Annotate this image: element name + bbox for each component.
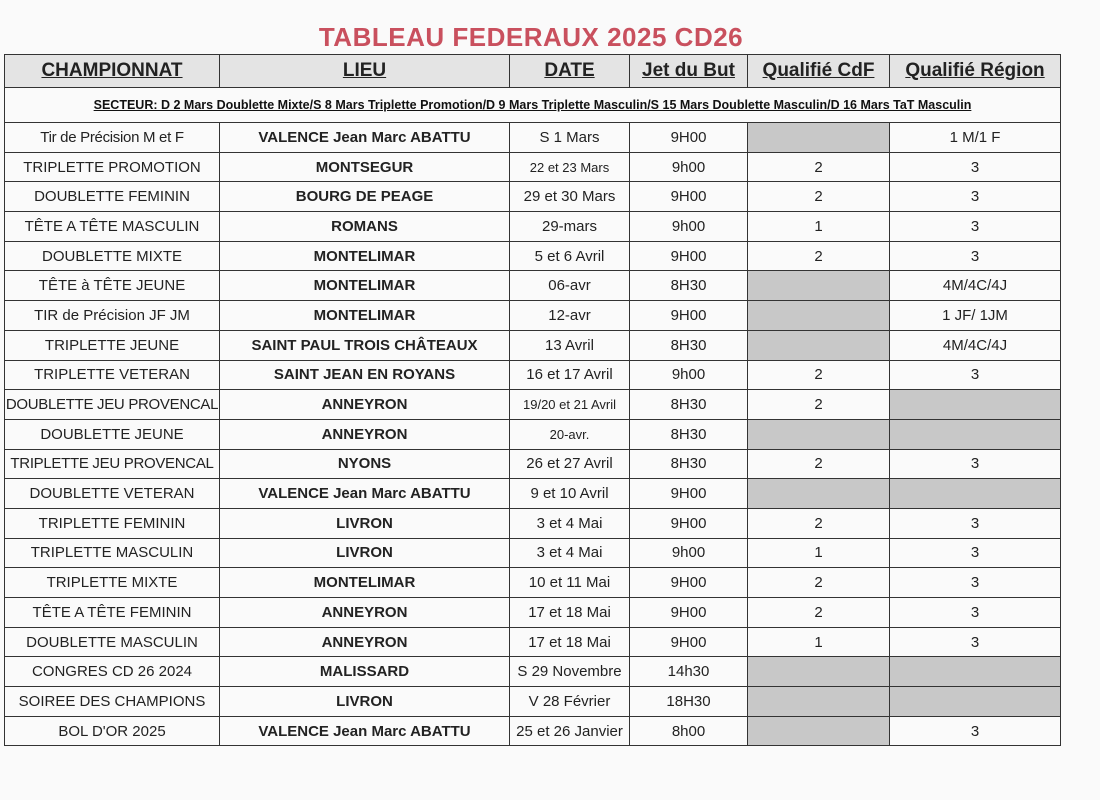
- table-row: [5, 182, 1061, 212]
- qualifie-region-cell: 3: [890, 598, 1061, 628]
- championnat-cell: TIR de Précision JF JM: [5, 301, 220, 331]
- lieu-cell: ANNEYRON: [220, 598, 510, 628]
- qualifie-cdf-cell: [748, 123, 890, 153]
- championnat-cell: TRIPLETTE FEMININ: [5, 508, 220, 538]
- jet-du-but-cell: 8H30: [630, 419, 748, 449]
- table-row: [5, 390, 1061, 420]
- qualifie-cdf-cell: 1: [748, 538, 890, 568]
- championnat-cell: DOUBLETTE JEUNE: [5, 419, 220, 449]
- qualifie-region-cell: 3: [890, 449, 1061, 479]
- qualifie-cdf-cell: [748, 419, 890, 449]
- lieu-cell: NYONS: [220, 449, 510, 479]
- table-row: [5, 123, 1061, 153]
- jet-du-but-cell: 9H00: [630, 241, 748, 271]
- qualifie-region-cell: 3: [890, 538, 1061, 568]
- date-cell: 25 et 26 Janvier: [510, 716, 630, 746]
- lieu-cell: MONTELIMAR: [220, 241, 510, 271]
- table-row: [5, 716, 1061, 746]
- table-row: [5, 598, 1061, 628]
- table-row: [5, 508, 1061, 538]
- table-row: [5, 301, 1061, 331]
- qualifie-region-cell: 1 JF/ 1JM: [890, 301, 1061, 331]
- table-row: [5, 330, 1061, 360]
- qualifie-region-cell: 3: [890, 182, 1061, 212]
- lieu-cell: ANNEYRON: [220, 419, 510, 449]
- jet-du-but-cell: 8h00: [630, 716, 748, 746]
- qualifie-cdf-cell: 2: [748, 568, 890, 598]
- page-title: TABLEAU FEDERAUX 2025 CD26: [318, 22, 744, 52]
- jet-du-but-cell: 9H00: [630, 598, 748, 628]
- qualifie-region-cell: 3: [890, 627, 1061, 657]
- date-cell: 17 et 18 Mai: [510, 627, 630, 657]
- championnat-cell: CONGRES CD 26 2024: [5, 657, 220, 687]
- qualifie-cdf-cell: 2: [748, 508, 890, 538]
- qualifie-region-cell: 1 M/1 F: [890, 123, 1061, 153]
- date-cell: 06-avr: [510, 271, 630, 301]
- lieu-cell: ROMANS: [220, 212, 510, 242]
- date-cell: 12-avr: [510, 301, 630, 331]
- date-cell: 26 et 27 Avril: [510, 449, 630, 479]
- lieu-cell: ANNEYRON: [220, 390, 510, 420]
- lieu-cell: SAINT JEAN EN ROYANS: [220, 360, 510, 390]
- date-cell: 5 et 6 Avril: [510, 241, 630, 271]
- qualifie-cdf-cell: [748, 330, 890, 360]
- jet-du-but-cell: 9H00: [630, 479, 748, 509]
- table-row: [5, 568, 1061, 598]
- date-cell: 3 et 4 Mai: [510, 508, 630, 538]
- qualifie-cdf-cell: 2: [748, 449, 890, 479]
- lieu-cell: MONTELIMAR: [220, 301, 510, 331]
- jet-du-but-cell: 8H30: [630, 449, 748, 479]
- championnat-cell: DOUBLETTE MIXTE: [5, 241, 220, 271]
- date-cell: 3 et 4 Mai: [510, 538, 630, 568]
- date-cell: 13 Avril: [510, 330, 630, 360]
- lieu-cell: MONTELIMAR: [220, 271, 510, 301]
- championnat-cell: TRIPLETTE JEUNE: [5, 330, 220, 360]
- date-cell: 10 et 11 Mai: [510, 568, 630, 598]
- qualifie-region-cell: 3: [890, 568, 1061, 598]
- header-date: DATE: [510, 55, 630, 88]
- championnat-cell: TRIPLETTE VETERAN: [5, 360, 220, 390]
- jet-du-but-cell: 9h00: [630, 538, 748, 568]
- championnat-cell: BOL D'OR 2025: [5, 716, 220, 746]
- lieu-cell: VALENCE Jean Marc ABATTU: [220, 479, 510, 509]
- lieu-cell: BOURG DE PEAGE: [220, 182, 510, 212]
- qualifie-cdf-cell: 2: [748, 360, 890, 390]
- qualifie-cdf-cell: 2: [748, 152, 890, 182]
- jet-du-but-cell: 14h30: [630, 657, 748, 687]
- qualifie-region-cell: 3: [890, 508, 1061, 538]
- header-qualifie-cdf: Qualifié CdF: [748, 55, 890, 88]
- date-cell: V 28 Février: [510, 687, 630, 717]
- qualifie-region-cell: 3: [890, 716, 1061, 746]
- qualifie-region-cell: 3: [890, 241, 1061, 271]
- lieu-cell: VALENCE Jean Marc ABATTU: [220, 716, 510, 746]
- qualifie-region-cell: 4M/4C/4J: [890, 271, 1061, 301]
- date-cell: 9 et 10 Avril: [510, 479, 630, 509]
- header-row: [5, 55, 1061, 88]
- jet-du-but-cell: 18H30: [630, 687, 748, 717]
- lieu-cell: VALENCE Jean Marc ABATTU: [220, 123, 510, 153]
- championnat-cell: TRIPLETTE MIXTE: [5, 568, 220, 598]
- qualifie-region-cell: [890, 687, 1061, 717]
- lieu-cell: LIVRON: [220, 508, 510, 538]
- jet-du-but-cell: 8H30: [630, 271, 748, 301]
- qualifie-cdf-cell: 2: [748, 182, 890, 212]
- qualifie-region-cell: [890, 390, 1061, 420]
- date-cell: S 29 Novembre: [510, 657, 630, 687]
- lieu-cell: MONTSEGUR: [220, 152, 510, 182]
- table-row: [5, 657, 1061, 687]
- qualifie-cdf-cell: [748, 687, 890, 717]
- championnat-cell: TÊTE A TÊTE MASCULIN: [5, 212, 220, 242]
- championnat-cell: TÊTE à TÊTE JEUNE: [5, 271, 220, 301]
- lieu-cell: LIVRON: [220, 687, 510, 717]
- sector-note: SECTEUR: D 2 Mars Doublette Mixte/S 8 Mars Triplette Promotion/D 9 Mars Triplette Masculin/S 15 Mars Doublette Masculin/D 16 Mars TaT Masculin: [5, 88, 1061, 123]
- jet-du-but-cell: 9H00: [630, 568, 748, 598]
- qualifie-cdf-cell: [748, 479, 890, 509]
- qualifie-cdf-cell: [748, 301, 890, 331]
- header-championnat: CHAMPIONNAT: [5, 55, 220, 88]
- lieu-cell: LIVRON: [220, 538, 510, 568]
- table-row: [5, 212, 1061, 242]
- championnat-cell: TRIPLETTE MASCULIN: [5, 538, 220, 568]
- table-row: [5, 241, 1061, 271]
- jet-du-but-cell: 9h00: [630, 152, 748, 182]
- table-row: [5, 449, 1061, 479]
- qualifie-region-cell: [890, 479, 1061, 509]
- table-row: [5, 538, 1061, 568]
- qualifie-cdf-cell: 2: [748, 390, 890, 420]
- qualifie-region-cell: 3: [890, 152, 1061, 182]
- table-row: [5, 360, 1061, 390]
- championnat-cell: TRIPLETTE PROMOTION: [5, 152, 220, 182]
- jet-du-but-cell: 9H00: [630, 123, 748, 153]
- qualifie-region-cell: 4M/4C/4J: [890, 330, 1061, 360]
- lieu-cell: ANNEYRON: [220, 627, 510, 657]
- championship-table: [4, 54, 1061, 746]
- qualifie-region-cell: [890, 657, 1061, 687]
- championnat-cell: DOUBLETTE MASCULIN: [5, 627, 220, 657]
- championnat-cell: TRIPLETTE JEU PROVENCAL: [5, 449, 220, 479]
- date-cell: 29-mars: [510, 212, 630, 242]
- date-cell: 20-avr.: [510, 419, 630, 449]
- qualifie-cdf-cell: 2: [748, 598, 890, 628]
- qualifie-cdf-cell: [748, 271, 890, 301]
- qualifie-cdf-cell: 2: [748, 241, 890, 271]
- jet-du-but-cell: 9H00: [630, 627, 748, 657]
- date-cell: 17 et 18 Mai: [510, 598, 630, 628]
- header-qualifie-region: Qualifié Région: [890, 55, 1061, 88]
- qualifie-region-cell: 3: [890, 212, 1061, 242]
- date-cell: 16 et 17 Avril: [510, 360, 630, 390]
- header-jet-du-but: Jet du But: [630, 55, 748, 88]
- sector-row: [5, 88, 1061, 123]
- jet-du-but-cell: 9H00: [630, 301, 748, 331]
- jet-du-but-cell: 8H30: [630, 330, 748, 360]
- qualifie-cdf-cell: 1: [748, 627, 890, 657]
- date-cell: 22 et 23 Mars: [510, 152, 630, 182]
- championnat-cell: TÊTE A TÊTE FEMININ: [5, 598, 220, 628]
- qualifie-region-cell: [890, 419, 1061, 449]
- qualifie-region-cell: 3: [890, 360, 1061, 390]
- qualifie-cdf-cell: 1: [748, 212, 890, 242]
- date-cell: S 1 Mars: [510, 123, 630, 153]
- jet-du-but-cell: 9H00: [630, 182, 748, 212]
- qualifie-cdf-cell: [748, 657, 890, 687]
- header-lieu: LIEU: [220, 55, 510, 88]
- championnat-cell: SOIREE DES CHAMPIONS: [5, 687, 220, 717]
- championnat-cell: DOUBLETTE FEMININ: [5, 182, 220, 212]
- table-row: [5, 479, 1061, 509]
- championnat-cell: Tir de Précision M et F: [5, 123, 220, 153]
- jet-du-but-cell: 9H00: [630, 508, 748, 538]
- table-row: [5, 627, 1061, 657]
- jet-du-but-cell: 8H30: [630, 390, 748, 420]
- championnat-cell: DOUBLETTE JEU PROVENCAL: [5, 390, 220, 420]
- date-cell: 29 et 30 Mars: [510, 182, 630, 212]
- table-row: [5, 271, 1061, 301]
- jet-du-but-cell: 9h00: [630, 212, 748, 242]
- qualifie-cdf-cell: [748, 716, 890, 746]
- date-cell: 19/20 et 21 Avril: [510, 390, 630, 420]
- lieu-cell: SAINT PAUL TROIS CHÂTEAUX: [220, 330, 510, 360]
- table-row: [5, 152, 1061, 182]
- table-row: [5, 419, 1061, 449]
- table-row: [5, 687, 1061, 717]
- lieu-cell: MALISSARD: [220, 657, 510, 687]
- jet-du-but-cell: 9h00: [630, 360, 748, 390]
- lieu-cell: MONTELIMAR: [220, 568, 510, 598]
- championnat-cell: DOUBLETTE VETERAN: [5, 479, 220, 509]
